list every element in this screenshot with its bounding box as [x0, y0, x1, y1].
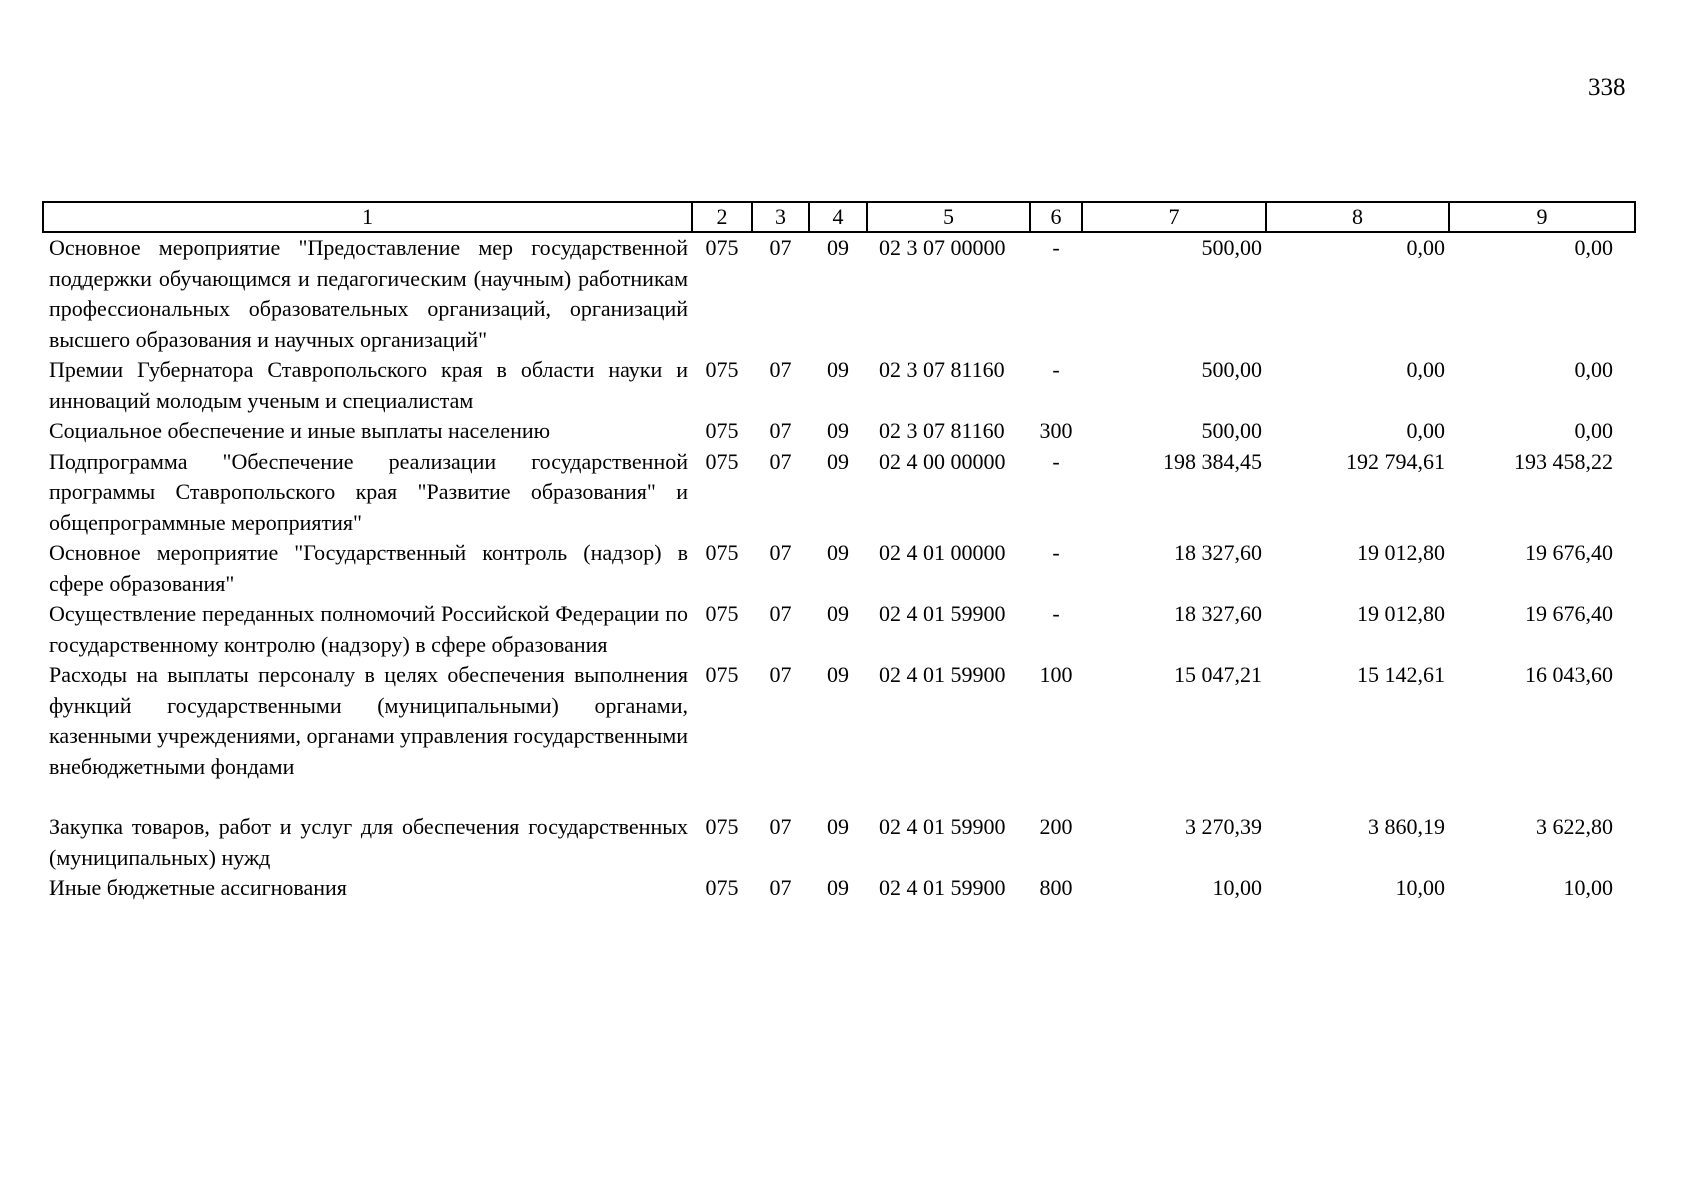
- ved-cell: 075: [705, 448, 739, 474]
- csr-cell: 02 4 00 00000: [879, 448, 1006, 474]
- page-number: 338: [1588, 74, 1626, 101]
- amount-year2: 0,00: [1406, 235, 1445, 260]
- amount-year1: 500,00: [1201, 235, 1262, 260]
- table-row: [43, 416, 1635, 447]
- vr-cell: 200: [1039, 814, 1073, 839]
- table-row: [43, 660, 1635, 812]
- pr-cell: 09: [827, 662, 849, 687]
- vr-cell: -: [1052, 448, 1060, 474]
- row-name: Осуществление переданных полномочий Российской Федерации по государственному контролю (надзору) в сфере образования: [49, 601, 688, 657]
- vr-cell: -: [1052, 235, 1060, 260]
- amount-year3: 10,00: [1563, 875, 1613, 900]
- column-header: 7: [1082, 202, 1266, 232]
- amount-year2: 15 142,61: [1357, 662, 1445, 687]
- table-row: [43, 599, 1635, 660]
- row-name: Подпрограмма "Обеспечение реализации государственной программы Ставропольского края "Развитие образования" и общепрограммные мероприятия": [49, 448, 688, 535]
- row-name: Основное мероприятие "Предоставление мер государственной поддержки обучающимся и педагогическим (научным) работникам профессиональных образовательных организаций, организаций высшего образования и научных организаций": [49, 235, 688, 352]
- row-name: Расходы на выплаты персоналу в целях обеспечения выполнения функций государственными (муниципальными) органами, казенными учреждениями, органами управления государственными внебюджетными фондами: [49, 662, 689, 779]
- pr-cell: 09: [827, 814, 849, 839]
- ved-cell: 075: [705, 540, 739, 565]
- vr-cell: 800: [1039, 875, 1073, 900]
- amount-year3: 3 622,80: [1536, 814, 1613, 839]
- csr-cell: 02 4 01 59900: [879, 814, 1006, 839]
- amount-year2: 19 012,80: [1357, 540, 1445, 565]
- column-header: 8: [1266, 202, 1449, 232]
- amount-year2: 0,00: [1406, 418, 1445, 443]
- amount-year1: 10,00: [1212, 875, 1262, 900]
- ved-cell: 075: [705, 814, 739, 839]
- vr-cell: -: [1052, 601, 1060, 626]
- csr-cell: 02 3 07 81160: [879, 357, 1005, 382]
- column-header: 4: [809, 202, 867, 232]
- table-row: [43, 538, 1635, 599]
- table-row: [43, 812, 1635, 873]
- rz-cell: 07: [769, 875, 792, 900]
- amount-year1: 18 327,60: [1174, 601, 1262, 626]
- rz-cell: 07: [769, 814, 792, 839]
- ved-cell: 075: [705, 357, 739, 382]
- row-name: Основное мероприятие "Государственный контроль (надзор) в сфере образования": [49, 540, 688, 596]
- table-row: [43, 232, 1635, 355]
- amount-year3: 0,00: [1574, 235, 1613, 260]
- vr-cell: -: [1052, 540, 1060, 565]
- amount-year3: 0,00: [1574, 418, 1613, 443]
- pr-cell: 09: [827, 357, 849, 382]
- csr-cell: 02 4 01 59900: [879, 601, 1006, 626]
- table-row: [43, 355, 1635, 416]
- csr-cell: 02 4 01 00000: [879, 540, 1006, 565]
- ved-cell: 075: [705, 235, 739, 260]
- ved-cell: 075: [705, 875, 739, 900]
- pr-cell: 09: [827, 235, 849, 260]
- amount-year1: 198 384,45: [1163, 448, 1262, 474]
- ved-cell: 075: [705, 418, 739, 443]
- table-row: [43, 873, 1635, 904]
- row-name: Закупка товаров, работ и услуг для обеспечения государственных (муниципальных) нужд: [49, 814, 688, 870]
- rz-cell: 07: [769, 235, 792, 260]
- amount-year3: 0,00: [1574, 357, 1613, 382]
- column-header: 3: [752, 202, 809, 232]
- pr-cell: 09: [827, 418, 849, 443]
- table-header-row: [43, 202, 1635, 232]
- table-row: [43, 447, 1635, 539]
- ved-cell: 075: [705, 662, 739, 687]
- column-header: 2: [692, 202, 752, 232]
- row-name: Социальное обеспечение и иные выплаты населению: [49, 418, 551, 443]
- amount-year3: 19 676,40: [1525, 601, 1613, 626]
- amount-year2: 3 860,19: [1368, 814, 1445, 839]
- rz-cell: 07: [769, 540, 792, 565]
- pr-cell: 09: [827, 448, 849, 474]
- vr-cell: 300: [1039, 418, 1073, 443]
- amount-year1: 15 047,21: [1174, 662, 1262, 687]
- vr-cell: -: [1052, 357, 1060, 382]
- csr-cell: 02 3 07 00000: [879, 235, 1006, 260]
- amount-year2: 19 012,80: [1357, 601, 1445, 626]
- amount-year3: 19 676,40: [1525, 540, 1613, 565]
- column-header: 9: [1449, 202, 1635, 232]
- rz-cell: 07: [769, 357, 792, 382]
- amount-year1: 18 327,60: [1174, 540, 1262, 565]
- amount-year3: 193 458,22: [1514, 448, 1613, 474]
- rz-cell: 07: [769, 448, 792, 474]
- vr-cell: 100: [1039, 662, 1073, 687]
- amount-year2: 0,00: [1406, 357, 1445, 382]
- column-header: 5: [867, 202, 1030, 232]
- amount-year2: 192 794,61: [1346, 448, 1445, 474]
- csr-cell: 02 3 07 81160: [879, 418, 1005, 443]
- row-name: Премии Губернатора Ставропольского края в области науки и инноваций молодым ученым и специалистам: [49, 357, 688, 413]
- row-name: Иные бюджетные ассигнования: [49, 875, 347, 900]
- rz-cell: 07: [769, 662, 792, 687]
- pr-cell: 09: [827, 875, 849, 900]
- budget-table: [42, 201, 1636, 904]
- pr-cell: 09: [827, 601, 849, 626]
- column-header: 1: [43, 202, 692, 232]
- rz-cell: 07: [769, 601, 792, 626]
- amount-year3: 16 043,60: [1525, 662, 1613, 687]
- amount-year1: 500,00: [1201, 418, 1262, 443]
- csr-cell: 02 4 01 59900: [879, 662, 1006, 687]
- amount-year1: 500,00: [1201, 357, 1262, 382]
- rz-cell: 07: [769, 418, 792, 443]
- pr-cell: 09: [827, 540, 849, 565]
- amount-year2: 10,00: [1395, 875, 1445, 900]
- amount-year1: 3 270,39: [1185, 814, 1262, 839]
- csr-cell: 02 4 01 59900: [879, 875, 1006, 900]
- column-header: 6: [1030, 202, 1082, 232]
- ved-cell: 075: [705, 601, 739, 626]
